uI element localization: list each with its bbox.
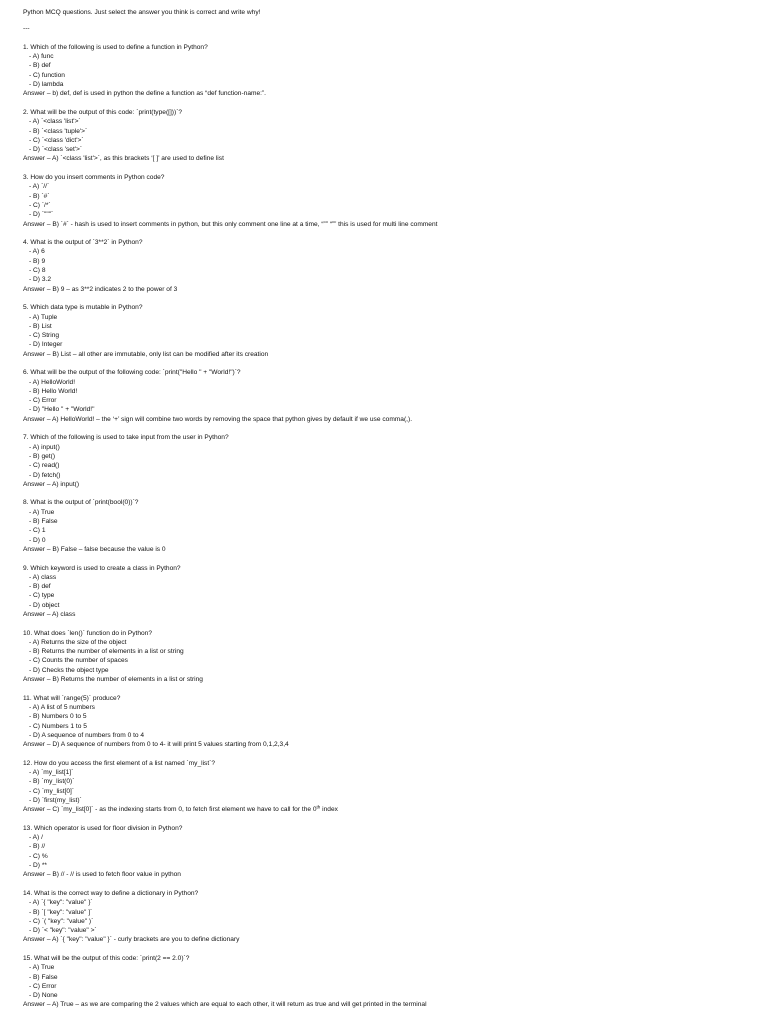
spacer <box>23 815 758 824</box>
answer-option: - A) True <box>29 964 55 972</box>
answer-option: - D) None <box>29 992 58 1000</box>
answer-option: - C) read() <box>29 462 60 470</box>
answer-option: - D) lambda <box>29 81 64 89</box>
spacer <box>23 684 758 693</box>
intro-text: Python MCQ questions. Just select the answer you think is correct and write why! <box>23 9 261 16</box>
spacer <box>23 880 758 889</box>
answer-option: - D) 0 <box>29 536 46 544</box>
answer-option: - D) A sequence of numbers from 0 to 4 <box>29 731 145 739</box>
answer-option: - D) `<class 'set'>` <box>29 146 83 154</box>
answer-option: - B) def <box>29 583 51 591</box>
question-block <box>23 433 758 498</box>
answer-text <box>23 805 758 814</box>
answer-option: - B) // <box>29 843 46 851</box>
answer-text: Answer – B) 9 – as 3**2 indicates 2 to the power of 3 <box>23 285 178 293</box>
answer-option: - A) Tuple <box>29 313 58 321</box>
question-text: 4. What is the output of `3**2` in Python? <box>23 239 143 247</box>
spacer <box>23 619 758 628</box>
answer-text-end: index <box>320 806 338 814</box>
spacer <box>23 359 758 368</box>
answer-text: Answer – B) False – false because the value is 0 <box>23 545 166 553</box>
question-text: 8. What is the output of `print(bool(0))`? <box>23 499 139 507</box>
spacer <box>23 17 758 24</box>
answer-option: - B) Returns the number of elements in a list or string <box>29 648 184 656</box>
answer-text: Answer – B) `#` - hash is used to insert comments in python, but this only comment one line at a time, “”” “”” this is used for multi line comment <box>23 220 438 228</box>
ordinal-superscript: th <box>316 804 321 810</box>
answer-option: - D) ** <box>29 862 47 870</box>
question-block <box>23 498 758 563</box>
answer-option: - A) A list of 5 numbers <box>29 703 95 711</box>
answer-option: - D) object <box>29 601 60 609</box>
spacer <box>23 34 758 43</box>
answer-option: - D) Checks the object type <box>29 666 109 674</box>
answer-option: - B) `<class 'tuple'>` <box>29 127 88 135</box>
answer-text: Answer – A) `{ "key": "value" }` - curly brackets are you to define dictionary <box>23 936 240 944</box>
spacer <box>23 749 758 758</box>
answer-option: - B) `#` <box>29 192 50 200</box>
answer-text: Answer – B) Returns the number of elements in a list or string <box>23 676 203 684</box>
separator: --- <box>23 25 30 33</box>
spacer <box>23 945 758 954</box>
answer-text-main: Answer – C) `my_list[0]` - as the indexing starts from 0, to fetch first element we have to call for the 0 <box>23 806 317 814</box>
answer-option: - B) List <box>29 322 52 330</box>
spacer <box>23 99 758 108</box>
answer-option: - C) 8 <box>29 267 46 275</box>
question-block <box>23 564 758 629</box>
answer-text: Answer – B) // - // is used to fetch floor value in python <box>23 871 181 879</box>
answer-option: - B) `my_list(0)` <box>29 778 75 786</box>
spacer <box>23 164 758 173</box>
answer-text: Answer – A) HelloWorld! – the ‘+’ sign will combine two words by removing the space that python gives by default if we use comma(,). <box>23 415 413 423</box>
answer-option: - D) `first(my_list)` <box>29 796 82 804</box>
answer-option: - B) False <box>29 518 58 526</box>
answer-option: - A) input() <box>29 443 60 451</box>
answer-option: - D) `"""` <box>29 211 54 219</box>
answer-option: - C) `( "key": "value" )` <box>29 917 94 925</box>
answer-option: - C) function <box>29 71 65 79</box>
answer-option: - A) class <box>29 573 57 581</box>
question-text: 9. Which keyword is used to create a class in Python? <box>23 564 181 572</box>
answer-option: - A) `<class 'list'>` <box>29 118 81 126</box>
answer-option: - B) Numbers 0 to 5 <box>29 713 87 721</box>
question-block <box>23 368 758 433</box>
question-text: 13. Which operator is used for floor division in Python? <box>23 824 183 832</box>
document-page <box>23 8 758 1010</box>
spacer <box>23 294 758 303</box>
answer-option: - A) `//` <box>29 183 50 191</box>
answer-option: - C) Error <box>29 982 57 990</box>
question-block <box>23 173 758 238</box>
answer-option: - B) 9 <box>29 257 46 265</box>
answer-option: - A) `{ "key": "value" }` <box>29 899 93 907</box>
question-block <box>23 43 758 108</box>
answer-option: - C) `/*` <box>29 201 51 209</box>
answer-option: - C) Counts the number of spaces <box>29 657 128 665</box>
answer-option: - C) String <box>29 332 60 340</box>
question-block <box>23 694 758 759</box>
spacer <box>23 229 758 238</box>
answer-option: - C) Numbers 1 to 5 <box>29 722 87 730</box>
question-block <box>23 629 758 694</box>
answer-option: - D) 3.2 <box>29 276 51 284</box>
question-block <box>23 303 758 368</box>
answer-option: - C) `<class 'dict'>` <box>29 136 84 144</box>
answer-text: Answer – A) class <box>23 611 76 618</box>
question-text: 6. What will be the output of the following code: `print("Hello " + "World!")`? <box>23 369 241 377</box>
answer-text: Answer – b) def, def is used in python the define a function as “def function-name:”. <box>23 90 267 98</box>
answer-option: - D) "Hello " + "World!" <box>29 406 95 414</box>
answer-option: - A) HelloWorld! <box>29 378 76 386</box>
answer-option: - B) def <box>29 62 51 70</box>
question-text: 2. What will be the output of this code: `print(type([]))`? <box>23 108 183 116</box>
answer-option: - B) `[ "key": "value" ]` <box>29 908 93 916</box>
answer-option: - A) func <box>29 53 54 61</box>
answer-option: - A) True <box>29 508 55 516</box>
answer-option: - D) Integer <box>29 341 63 349</box>
answer-text: Answer – A) `<class 'list'>`, as this brackets ‘[ ]’ are used to define list <box>23 155 224 163</box>
answer-option: - B) Hello World! <box>29 387 78 395</box>
answer-option: - A) 6 <box>29 248 45 256</box>
question-text: 14. What is the correct way to define a dictionary in Python? <box>23 889 199 897</box>
answer-option: - B) False <box>29 973 58 981</box>
question-block <box>23 954 758 1010</box>
spacer <box>23 554 758 563</box>
answer-option: - C) type <box>29 592 55 600</box>
question-block <box>23 108 758 173</box>
answer-option: - C) 1 <box>29 527 46 535</box>
question-list <box>23 43 758 1010</box>
answer-option: - D) `< "key": "value" >` <box>29 927 97 935</box>
answer-text: Answer – B) List – all other are immutable, only list can be modified after its creation <box>23 350 269 358</box>
question-block <box>23 238 758 303</box>
answer-option: - A) Returns the size of the object <box>29 638 127 646</box>
question-text: 7. Which of the following is used to take input from the user in Python? <box>23 434 229 442</box>
question-text: 3. How do you insert comments in Python code? <box>23 174 165 182</box>
question-text: 1. Which of the following is used to define a function in Python? <box>23 43 208 51</box>
answer-option: - D) fetch() <box>29 471 61 479</box>
answer-option: - C) Error <box>29 397 57 405</box>
question-text: 15. What will be the output of this code: `print(2 == 2.0)`? <box>23 954 190 962</box>
question-block <box>23 889 758 954</box>
answer-text: Answer – A) input() <box>23 480 80 488</box>
answer-option: - C) `my_list[0]` <box>29 787 75 795</box>
question-text: 10. What does `len()` function do in Python? <box>23 629 153 637</box>
spacer <box>23 489 758 498</box>
question-text: 11. What will `range(5)` produce? <box>23 694 121 702</box>
answer-option: - A) `my_list[1]` <box>29 769 74 777</box>
question-text: 12. How do you access the first element of a list named `my_list`? <box>23 759 216 767</box>
answer-option: - B) get() <box>29 452 56 460</box>
answer-option: - C) % <box>29 852 48 860</box>
answer-option: - A) / <box>29 834 43 842</box>
question-block <box>23 824 758 889</box>
question-block <box>23 759 758 824</box>
answer-text: Answer – A) True – as we are comparing the 2 values which are equal to each other, it will return as true and will get printed in the terminal <box>23 1001 427 1009</box>
answer-text: Answer – D) A sequence of numbers from 0 to 4- it will print 5 values starting from 0,1,2,3,4 <box>23 741 289 749</box>
spacer <box>23 424 758 433</box>
question-text: 5. Which data type is mutable in Python? <box>23 304 143 312</box>
